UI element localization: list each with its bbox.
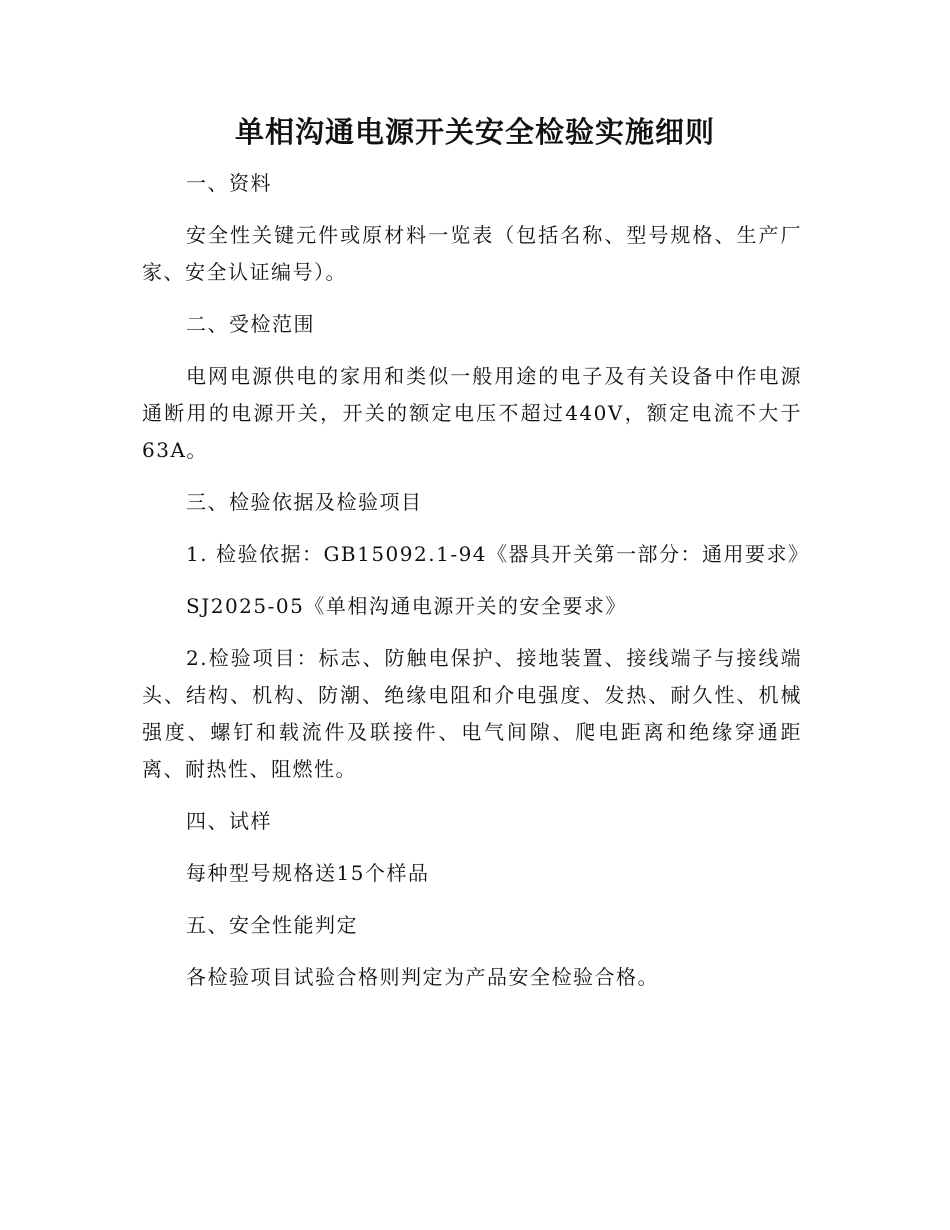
section-heading-samples: 四、试样: [186, 809, 272, 833]
section-heading-scope: 二、受检范围: [186, 312, 315, 336]
paragraph-basis: 1. 检验依据：GB15092.1-94《器具开关第一部分：通用要求》: [186, 542, 810, 566]
section-heading-materials: 一、资料: [186, 171, 272, 195]
paragraph-items: 2.检验项目：标志、防触电保护、接地装置、接线端子与接线端头、结构、机构、防潮、绝缘电阻和介电强度、发热、耐久性、机械强度、螺钉和载流件及联接件、电气间隙、爬电距离和绝缘穿通距离、耐热性、阻燃性。: [142, 646, 802, 781]
paragraph-samples: 每种型号规格送15个样品: [186, 861, 430, 885]
document-body: [142, 165, 810, 1011]
paragraph-standard: SJ2025-05《单相沟通电源开关的安全要求》: [186, 594, 627, 618]
document-title: 单相沟通电源开关安全检验实施细则: [234, 115, 715, 149]
paragraph-materials: 安全性关键元件或原材料一览表（包括名称、型号规格、生产厂家、安全认证编号）。: [142, 223, 802, 284]
paragraph-scope: 电网电源供电的家用和类似一般用途的电子及有关设备中作电源通断用的电源开关，开关的额定电压不超过440V，额定电流不大于63A。: [142, 364, 802, 462]
paragraph-judgment: 各检验项目试验合格则判定为产品安全检验合格。: [186, 965, 659, 989]
section-heading-basis: 三、检验依据及检验项目: [186, 490, 423, 514]
section-heading-judgment: 五、安全性能判定: [186, 913, 358, 937]
